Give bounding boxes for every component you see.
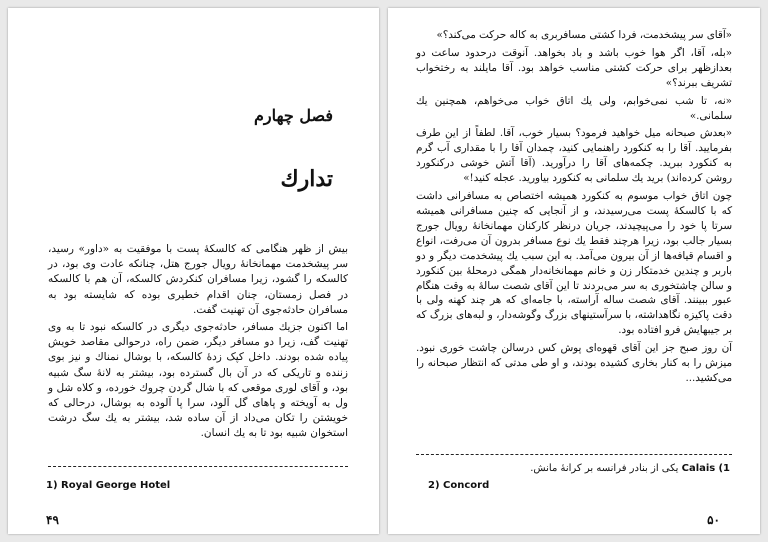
right-body-text [416, 28, 732, 389]
right-page [388, 8, 760, 534]
footnote: 1) Royal George Hotel [46, 480, 171, 491]
footnote-calais [430, 463, 730, 474]
footnote-number: 1) [718, 463, 730, 474]
footnote-latin-term: Calais [681, 463, 716, 474]
right-paragraph-5: چون اتاق خواب موسوم به کنکورد همیشه اختصاص به مسافرانی داشت که با کالسکهٔ پست می‌رسیدند، و از آنجایی که چنین مسافرانی همیشه سرتا پا خود را می‌پیچیدند، جریان درنظر کارکنان مهمانخانهٔ رویال جورج بسیار جالب بود، زیرا هرچند فقط یك نوع مسافر بدرون آن می‌رفت، انواع و اقسام قیافه‌ها از آن بیرون می‌آمد. به این سبب یك پیشخدمت دیگر و دو باربر و چندین خدمتکار زن و خانم مهمانخانه‌دار همگی درمحلهٔ بین کنکورد و سالن چاشتخوری به سر می‌بردند تا این آقای شصت سالهٔ به وقت هنگام عبور ببینند. آقای شصت ساله آراسته، با جامه‌ای که هر چند کهنه ولی با دقت پاکیزه نگاهداشته، با سرآستینهای بزرگ وگوشه‌دار، و لبه‌های بزرگ که بر جیبهایش فرو افتاده بود. [416, 190, 732, 337]
footnote-divider [416, 454, 732, 455]
section-title: تدارك [280, 166, 333, 192]
left-paragraph-1: بیش از ظهر هنگامی که کالسکهٔ پست با موفقیت به «داور» رسید، سر پیشخدمت مهمانخانهٔ رویال جورج هتل، چنانکه عادت وی بود، در کالسکه را گشود، زیرا مسافران کنکردش کالسکه، آن هم با کالسکه در فصل زمستان، چنان اقدام خطیری بوده که شایسته بود به مسافران حادثه‌جوی آن تهنیت گفت. [48, 243, 348, 316]
right-paragraph-2: «بله، آقا، اگر هوا خوب باشد و باد بخواهد. آنوقت درحدود ساعت دو بعدازظهر برای حرکت کشتی مناسب خواهد بود. آقا مایلند به رختخواب تشریف ببرند؟» [416, 46, 732, 89]
right-paragraph-1: «آقای سر پیشخدمت، فردا کشتی مسافربری به کاله حرکت می‌کند؟» [436, 29, 732, 41]
footnote-divider [48, 466, 348, 467]
chapter-title: فصل چهارم [254, 106, 333, 125]
footnote-concord: 2) Concord [428, 480, 490, 491]
page-number: ۴۹ [46, 513, 59, 527]
footnote-text: یکی از بنادر فرانسه بر کرانهٔ مانش. [530, 463, 679, 474]
page-number: ۵۰ [707, 513, 720, 527]
right-paragraph-3: «نه، تا شب نمی‌خوابم، ولی یك اتاق خواب می‌خواهم، همچنین یك سلمانی.» [416, 94, 732, 122]
left-page [8, 8, 379, 534]
right-paragraph-6: آن روز صبح جز این آقای قهوه‌ای پوش کس درسالن چاشت خوری نبود. میزش را به کنار بخاری کشیده بودند، و او طی مدتی که انتظار صبحانه را می‌کشید... [416, 342, 732, 384]
left-body-text [48, 242, 348, 444]
left-paragraph-2: اما اکنون جزیك مسافر، حادثه‌جوی دیگری در کالسکه نبود تا به وی تهنیت گف، زیرا دو مسافر دیگر، ضمن راه، درحوالی مقاصد خویش پیاده شده بودند. داخل کپک زدهٔ کالسکه، با بوشال نمناك و نیز بوی زننده و تاریکی که در آن بال گسترده بود، بیشتر به لانهٔ سگ شبیه بود، و آقای لوری موقعی که با شال گردن چروك خورده، و کلاه شل و ول به آویخته و پاهای گل آلود، سرا پا آلوده به بوشال، درحالی که خویشتن را تکان می‌داد از آن ساده شد، بیشتر به یك سگ درشت استخوان شبیه بود تا به یك انسان. [48, 321, 348, 440]
right-paragraph-4: «بعدش صبحانه میل خواهید فرمود؟ بسیار خوب، آقا. لطفاً از این طرف بفرمایید. آقا را به کنکورد راهنمایی کنید، چمدان آقا را با مقداری آب گرم به کنکورد ببرید. چکمه‌های آقا را درآورید. (آقا آتش خوشی درکنکورد روشن کرده‌اند) برید یك سلمانی به کنکورد بیاورید. عجله کنید!» [416, 127, 732, 185]
